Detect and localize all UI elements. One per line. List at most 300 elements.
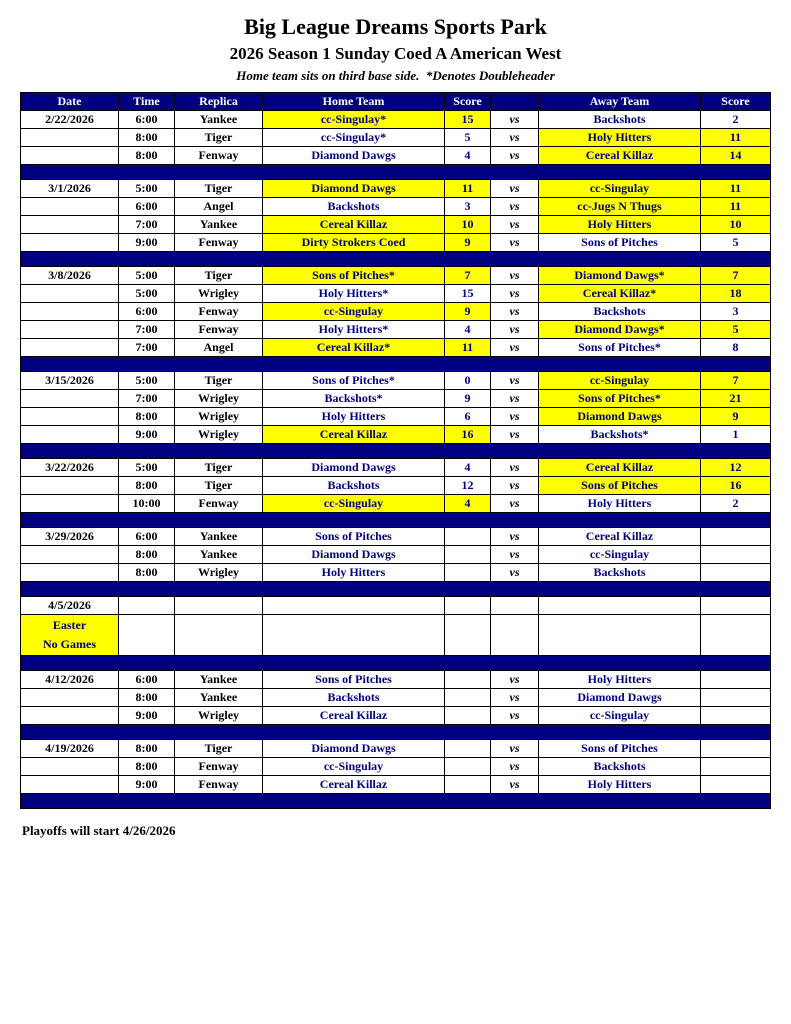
- home-score-cell: [445, 776, 491, 794]
- date-cell: 2/22/2026: [21, 111, 119, 129]
- separator-bar: [21, 165, 771, 180]
- vs-label: vs: [491, 390, 539, 408]
- separator-row: [21, 357, 771, 372]
- time-cell: 8:00: [119, 408, 175, 426]
- special-note-cell: [21, 615, 119, 656]
- away-score-cell: 2: [701, 111, 771, 129]
- header-time: Time: [119, 93, 175, 111]
- away-team-cell: Cereal Killaz: [539, 147, 701, 165]
- date-cell: 4/5/2026: [21, 597, 119, 615]
- away-team-cell: Holy Hitters: [539, 129, 701, 147]
- game-row: [21, 234, 771, 252]
- date-cell: 4/12/2026: [21, 671, 119, 689]
- game-row: [21, 129, 771, 147]
- home-team-cell: Diamond Dawgs: [263, 546, 445, 564]
- separator-bar: [21, 513, 771, 528]
- time-cell: 9:00: [119, 426, 175, 444]
- away-team-cell: [539, 597, 701, 615]
- date-cell: 3/15/2026: [21, 372, 119, 390]
- away-team-cell: Cereal Killaz: [539, 528, 701, 546]
- game-row: [21, 147, 771, 165]
- separator-row: [21, 444, 771, 459]
- separator-row: [21, 582, 771, 597]
- vs-label: vs: [491, 495, 539, 513]
- home-team-cell: Holy Hitters: [263, 564, 445, 582]
- away-team-cell: Sons of Pitches*: [539, 390, 701, 408]
- vs-label: vs: [491, 180, 539, 198]
- game-row: [21, 707, 771, 725]
- away-score-cell: [701, 597, 771, 615]
- page-title: Big League Dreams Sports Park: [244, 14, 547, 39]
- home-team-cell: cc-Singulay: [263, 303, 445, 321]
- home-team-cell: Diamond Dawgs: [263, 740, 445, 758]
- time-cell: 6:00: [119, 303, 175, 321]
- time-cell: 8:00: [119, 129, 175, 147]
- home-score-cell: [445, 615, 491, 656]
- away-score-cell: [701, 758, 771, 776]
- schedule-table-head: [21, 93, 771, 111]
- date-cell: [21, 689, 119, 707]
- home-score-cell: 6: [445, 408, 491, 426]
- date-cell: [21, 147, 119, 165]
- home-team-cell: Cereal Killaz: [263, 776, 445, 794]
- away-score-cell: 1: [701, 426, 771, 444]
- home-score-cell: 12: [445, 477, 491, 495]
- game-row: [21, 776, 771, 794]
- time-cell: 10:00: [119, 495, 175, 513]
- away-team-cell: cc-Singulay: [539, 546, 701, 564]
- separator-bar: [21, 444, 771, 459]
- date-cell: 3/8/2026: [21, 267, 119, 285]
- date-cell: [21, 198, 119, 216]
- separator-row: [21, 513, 771, 528]
- vs-cell: [491, 597, 539, 615]
- time-cell: 5:00: [119, 267, 175, 285]
- replica-cell: Wrigley: [175, 408, 263, 426]
- schedule-table: [20, 92, 771, 809]
- date-cell: [21, 776, 119, 794]
- date-cell: [21, 495, 119, 513]
- vs-label: vs: [491, 528, 539, 546]
- vs-label: vs: [491, 776, 539, 794]
- away-score-cell: 2: [701, 495, 771, 513]
- special-note-line: No Games: [43, 637, 96, 651]
- home-team-cell: Sons of Pitches: [263, 671, 445, 689]
- away-score-cell: 3: [701, 303, 771, 321]
- away-team-cell: Diamond Dawgs*: [539, 267, 701, 285]
- game-row: [21, 408, 771, 426]
- away-score-cell: [701, 564, 771, 582]
- vs-label: vs: [491, 564, 539, 582]
- header-home-team: Home Team: [263, 93, 445, 111]
- away-score-cell: 11: [701, 129, 771, 147]
- home-team-cell: Cereal Killaz: [263, 216, 445, 234]
- home-score-cell: 4: [445, 321, 491, 339]
- game-row: [21, 459, 771, 477]
- home-score-cell: 3: [445, 198, 491, 216]
- away-team-cell: Backshots: [539, 303, 701, 321]
- replica-cell: Fenway: [175, 495, 263, 513]
- home-score-cell: 0: [445, 372, 491, 390]
- away-score-cell: 9: [701, 408, 771, 426]
- replica-cell: Wrigley: [175, 426, 263, 444]
- home-team-cell: Backshots: [263, 689, 445, 707]
- replica-cell: Wrigley: [175, 285, 263, 303]
- home-score-cell: [445, 528, 491, 546]
- home-team-cell: Holy Hitters*: [263, 285, 445, 303]
- away-team-cell: [539, 615, 701, 656]
- game-row: [21, 111, 771, 129]
- date-cell: [21, 408, 119, 426]
- vs-label: vs: [491, 689, 539, 707]
- home-team-cell: Sons of Pitches*: [263, 267, 445, 285]
- replica-cell: Angel: [175, 198, 263, 216]
- separator-row: [21, 794, 771, 809]
- vs-label: vs: [491, 426, 539, 444]
- away-score-cell: [701, 528, 771, 546]
- date-row: [21, 597, 771, 615]
- away-score-cell: 11: [701, 198, 771, 216]
- away-score-cell: [701, 740, 771, 758]
- replica-cell: Tiger: [175, 372, 263, 390]
- date-cell: [21, 426, 119, 444]
- game-row: [21, 216, 771, 234]
- home-score-cell: 4: [445, 147, 491, 165]
- away-team-cell: Holy Hitters: [539, 216, 701, 234]
- vs-label: vs: [491, 758, 539, 776]
- away-score-cell: [701, 615, 771, 656]
- home-score-cell: [445, 740, 491, 758]
- date-cell: [21, 477, 119, 495]
- game-row: [21, 303, 771, 321]
- separator-row: [21, 165, 771, 180]
- away-team-cell: Holy Hitters: [539, 671, 701, 689]
- away-team-cell: cc-Singulay: [539, 372, 701, 390]
- away-team-cell: Cereal Killaz*: [539, 285, 701, 303]
- vs-label: vs: [491, 408, 539, 426]
- replica-cell: Fenway: [175, 147, 263, 165]
- replica-cell: Yankee: [175, 111, 263, 129]
- date-cell: [21, 234, 119, 252]
- away-score-cell: 18: [701, 285, 771, 303]
- game-row: [21, 564, 771, 582]
- home-score-cell: [445, 564, 491, 582]
- time-cell: 8:00: [119, 564, 175, 582]
- home-score-cell: [445, 671, 491, 689]
- away-team-cell: Backshots: [539, 111, 701, 129]
- away-team-cell: Holy Hitters: [539, 495, 701, 513]
- home-team-cell: cc-Singulay: [263, 758, 445, 776]
- header-replica: Replica: [175, 93, 263, 111]
- time-cell: 9:00: [119, 707, 175, 725]
- game-row: [21, 180, 771, 198]
- date-cell: [21, 390, 119, 408]
- header-away-team: Away Team: [539, 93, 701, 111]
- time-cell: 6:00: [119, 111, 175, 129]
- separator-bar: [21, 582, 771, 597]
- replica-cell: Yankee: [175, 689, 263, 707]
- home-score-cell: 9: [445, 390, 491, 408]
- game-row: [21, 546, 771, 564]
- home-team-cell: Sons of Pitches: [263, 528, 445, 546]
- away-score-cell: 5: [701, 321, 771, 339]
- separator-row: [21, 252, 771, 267]
- away-team-cell: cc-Jugs N Thugs: [539, 198, 701, 216]
- vs-label: vs: [491, 198, 539, 216]
- date-cell: [21, 758, 119, 776]
- away-team-cell: Sons of Pitches*: [539, 339, 701, 357]
- home-score-cell: 4: [445, 495, 491, 513]
- away-score-cell: 16: [701, 477, 771, 495]
- date-cell: [21, 321, 119, 339]
- schedule-table-body: [21, 111, 771, 809]
- time-cell: 8:00: [119, 689, 175, 707]
- home-team-cell: Diamond Dawgs: [263, 180, 445, 198]
- vs-label: vs: [491, 267, 539, 285]
- home-score-cell: 15: [445, 285, 491, 303]
- home-score-cell: 16: [445, 426, 491, 444]
- away-team-cell: cc-Singulay: [539, 180, 701, 198]
- time-cell: 6:00: [119, 528, 175, 546]
- separator-bar: [21, 725, 771, 740]
- header-date: Date: [21, 93, 119, 111]
- date-cell: [21, 285, 119, 303]
- away-team-cell: cc-Singulay: [539, 707, 701, 725]
- away-team-cell: Cereal Killaz: [539, 459, 701, 477]
- home-team-cell: Cereal Killaz: [263, 707, 445, 725]
- date-cell: [21, 339, 119, 357]
- special-row: [21, 615, 771, 656]
- away-team-cell: Holy Hitters: [539, 776, 701, 794]
- vs-label: vs: [491, 216, 539, 234]
- away-team-cell: Backshots*: [539, 426, 701, 444]
- time-cell: [119, 615, 175, 656]
- time-cell: 9:00: [119, 234, 175, 252]
- replica-cell: Tiger: [175, 459, 263, 477]
- home-team-cell: Diamond Dawgs: [263, 147, 445, 165]
- playoffs-note: Playoffs will start 4/26/2026: [22, 823, 176, 838]
- replica-cell: Yankee: [175, 546, 263, 564]
- home-team-cell: Sons of Pitches*: [263, 372, 445, 390]
- game-row: [21, 198, 771, 216]
- time-cell: 7:00: [119, 390, 175, 408]
- home-score-cell: 9: [445, 303, 491, 321]
- home-score-cell: 11: [445, 180, 491, 198]
- away-score-cell: 21: [701, 390, 771, 408]
- away-team-cell: Diamond Dawgs: [539, 689, 701, 707]
- vs-label: vs: [491, 339, 539, 357]
- replica-cell: [175, 597, 263, 615]
- away-score-cell: 8: [701, 339, 771, 357]
- date-cell: 3/22/2026: [21, 459, 119, 477]
- home-team-cell: [263, 615, 445, 656]
- away-team-cell: Backshots: [539, 564, 701, 582]
- time-cell: 7:00: [119, 216, 175, 234]
- home-team-cell: Dirty Strokers Coed: [263, 234, 445, 252]
- time-cell: 8:00: [119, 758, 175, 776]
- away-score-cell: 14: [701, 147, 771, 165]
- time-cell: 7:00: [119, 321, 175, 339]
- replica-cell: Fenway: [175, 303, 263, 321]
- page-subtitle: 2026 Season 1 Sunday Coed A American West: [229, 44, 562, 63]
- replica-cell: Yankee: [175, 216, 263, 234]
- home-score-cell: [445, 689, 491, 707]
- game-row: [21, 740, 771, 758]
- vs-label: vs: [491, 372, 539, 390]
- game-row: [21, 758, 771, 776]
- game-row: [21, 321, 771, 339]
- page-note: Home team sits on third base side. *Denotes Doubleheader: [236, 68, 555, 83]
- home-score-cell: 4: [445, 459, 491, 477]
- vs-label: vs: [491, 129, 539, 147]
- away-score-cell: [701, 546, 771, 564]
- game-row: [21, 267, 771, 285]
- home-team-cell: Holy Hitters*: [263, 321, 445, 339]
- vs-label: vs: [491, 303, 539, 321]
- time-cell: 8:00: [119, 740, 175, 758]
- header-vs-spacer: [491, 93, 539, 111]
- home-score-cell: 5: [445, 129, 491, 147]
- away-score-cell: [701, 776, 771, 794]
- time-cell: 5:00: [119, 372, 175, 390]
- game-row: [21, 495, 771, 513]
- home-score-cell: 9: [445, 234, 491, 252]
- time-cell: 6:00: [119, 198, 175, 216]
- replica-cell: Wrigley: [175, 564, 263, 582]
- game-row: [21, 390, 771, 408]
- replica-cell: Tiger: [175, 267, 263, 285]
- vs-label: vs: [491, 546, 539, 564]
- table-header-row: [21, 93, 771, 111]
- replica-cell: Tiger: [175, 477, 263, 495]
- replica-cell: Wrigley: [175, 707, 263, 725]
- game-row: [21, 372, 771, 390]
- home-team-cell: Cereal Killaz: [263, 426, 445, 444]
- away-score-cell: 11: [701, 180, 771, 198]
- home-score-cell: 10: [445, 216, 491, 234]
- home-team-cell: [263, 597, 445, 615]
- replica-cell: Wrigley: [175, 390, 263, 408]
- vs-label: vs: [491, 321, 539, 339]
- home-team-cell: Backshots*: [263, 390, 445, 408]
- away-team-cell: Diamond Dawgs: [539, 408, 701, 426]
- replica-cell: Yankee: [175, 671, 263, 689]
- vs-label: vs: [491, 671, 539, 689]
- separator-bar: [21, 794, 771, 809]
- home-score-cell: [445, 758, 491, 776]
- replica-cell: [175, 615, 263, 656]
- date-cell: [21, 216, 119, 234]
- time-cell: 8:00: [119, 147, 175, 165]
- game-row: [21, 689, 771, 707]
- replica-cell: Tiger: [175, 740, 263, 758]
- away-score-cell: 10: [701, 216, 771, 234]
- time-cell: 5:00: [119, 285, 175, 303]
- game-row: [21, 426, 771, 444]
- date-cell: [21, 129, 119, 147]
- separator-row: [21, 725, 771, 740]
- away-score-cell: 12: [701, 459, 771, 477]
- vs-label: vs: [491, 111, 539, 129]
- home-score-cell: [445, 707, 491, 725]
- time-cell: 5:00: [119, 180, 175, 198]
- date-cell: 4/19/2026: [21, 740, 119, 758]
- replica-cell: Tiger: [175, 180, 263, 198]
- away-team-cell: Sons of Pitches: [539, 234, 701, 252]
- date-cell: [21, 707, 119, 725]
- vs-label: vs: [491, 234, 539, 252]
- time-cell: 7:00: [119, 339, 175, 357]
- away-team-cell: Sons of Pitches: [539, 740, 701, 758]
- replica-cell: Yankee: [175, 528, 263, 546]
- home-team-cell: cc-Singulay*: [263, 111, 445, 129]
- time-cell: 6:00: [119, 671, 175, 689]
- time-cell: 8:00: [119, 546, 175, 564]
- time-cell: 9:00: [119, 776, 175, 794]
- replica-cell: Angel: [175, 339, 263, 357]
- separator-row: [21, 656, 771, 671]
- replica-cell: Fenway: [175, 776, 263, 794]
- vs-label: vs: [491, 477, 539, 495]
- separator-bar: [21, 357, 771, 372]
- vs-cell: [491, 615, 539, 656]
- game-row: [21, 528, 771, 546]
- vs-label: vs: [491, 459, 539, 477]
- away-score-cell: 7: [701, 267, 771, 285]
- replica-cell: Fenway: [175, 321, 263, 339]
- home-team-cell: Cereal Killaz*: [263, 339, 445, 357]
- home-team-cell: cc-Singulay: [263, 495, 445, 513]
- date-cell: 3/29/2026: [21, 528, 119, 546]
- home-score-cell: 11: [445, 339, 491, 357]
- replica-cell: Fenway: [175, 234, 263, 252]
- home-team-cell: Backshots: [263, 477, 445, 495]
- date-cell: 3/1/2026: [21, 180, 119, 198]
- home-team-cell: Holy Hitters: [263, 408, 445, 426]
- time-cell: [119, 597, 175, 615]
- away-score-cell: 7: [701, 372, 771, 390]
- game-row: [21, 477, 771, 495]
- header-home-score: Score: [445, 93, 491, 111]
- time-cell: 5:00: [119, 459, 175, 477]
- vs-label: vs: [491, 285, 539, 303]
- home-score-cell: [445, 597, 491, 615]
- home-team-cell: Diamond Dawgs: [263, 459, 445, 477]
- home-team-cell: Backshots: [263, 198, 445, 216]
- away-team-cell: Backshots: [539, 758, 701, 776]
- away-team-cell: Diamond Dawgs*: [539, 321, 701, 339]
- date-cell: [21, 564, 119, 582]
- away-score-cell: [701, 671, 771, 689]
- header-away-score: Score: [701, 93, 771, 111]
- vs-label: vs: [491, 147, 539, 165]
- away-score-cell: [701, 707, 771, 725]
- game-row: [21, 339, 771, 357]
- date-cell: [21, 546, 119, 564]
- special-note-line: Easter: [52, 618, 87, 632]
- away-score-cell: 5: [701, 234, 771, 252]
- time-cell: 8:00: [119, 477, 175, 495]
- home-score-cell: [445, 546, 491, 564]
- home-score-cell: 7: [445, 267, 491, 285]
- replica-cell: Tiger: [175, 129, 263, 147]
- vs-label: vs: [491, 707, 539, 725]
- separator-bar: [21, 656, 771, 671]
- away-score-cell: [701, 689, 771, 707]
- date-cell: [21, 303, 119, 321]
- home-team-cell: cc-Singulay*: [263, 129, 445, 147]
- replica-cell: Fenway: [175, 758, 263, 776]
